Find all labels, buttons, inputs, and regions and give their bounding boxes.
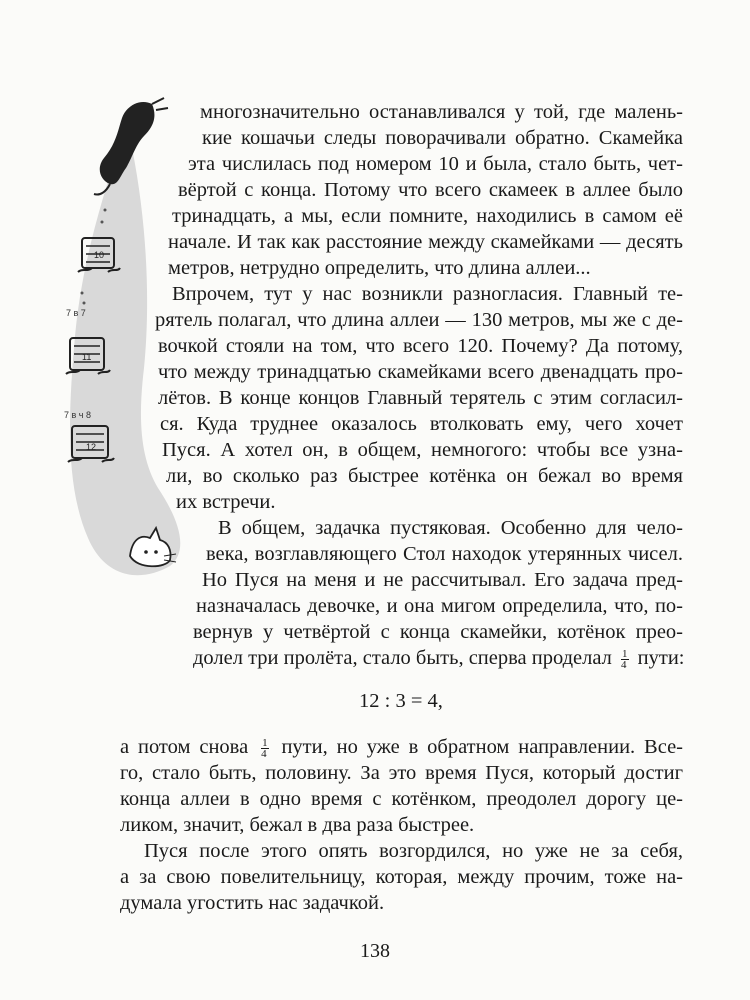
fraction-one-quarter: $\frac{1}{4}$	[261, 736, 268, 760]
text-line-with-fraction: долел три пролёта, стало быть, сперва проделал $\frac{1}{4}$ пути:	[193, 647, 685, 671]
bench-label-1: 10	[94, 250, 105, 260]
equation: 12 : 3 = 4,	[359, 690, 443, 712]
text-line: тринадцать, а мы, если помните, находились в самом её	[172, 205, 683, 227]
text-line-with-fraction: а потом снова $\frac{1}{4}$ пути, но уже в обратном направлении. Все-	[120, 736, 684, 760]
text-line: Пуся. А хотел он, в общем, немногого: чтобы все узна-	[162, 439, 683, 461]
text-line: ся. Куда труднее оказалось втолковать ему, чего хочет	[160, 413, 683, 435]
text-line: рятель полагал, что длина аллеи — 130 метров, мы же с де-	[155, 309, 683, 331]
text-line: что между тринадцатью скамейками всего двенадцать про-	[158, 361, 683, 383]
side-note-1: 7 в 7	[66, 308, 86, 318]
text-line: кие кошачьи следы поворачивали обратно. Скамейка	[202, 127, 683, 149]
text-line: а за свою повелительницу, которая, между прочим, тоже на-	[120, 866, 683, 888]
text-line: конца аллеи в одно время с котёнком, преодолел дорогу це-	[120, 788, 683, 810]
bench-label-3: 12	[86, 442, 97, 452]
page-number: 138	[360, 940, 390, 962]
text-line: го, стало быть, половину. За это время Пуся, который достиг	[120, 762, 683, 784]
text-line: века, возглавляющего Стол находок утерянных чисел.	[206, 543, 683, 565]
side-note-2: 7 в ч 8	[64, 410, 91, 420]
text-line: эта числилась под номером 10 и была, стало быть, чет-	[188, 153, 683, 175]
text-line: вернув у четвёртой с конца скамейки, котёнок прео-	[193, 621, 683, 643]
text-line: метров, нетрудно определить, что длина аллеи...	[168, 257, 591, 279]
text-line: Но Пуся на меня и не рассчитывал. Его задача пред-	[202, 569, 683, 591]
text-line: Впрочем, тут у нас возникли разногласия. Главный те-	[172, 283, 683, 305]
text-line: ли, во сколько раз быстрее котёнка он бежал во время	[166, 465, 683, 487]
fraction-one-quarter: $\frac{1}{4}$	[621, 647, 628, 671]
text-line: начале. И так как расстояние между скамейками — десять	[168, 231, 683, 253]
bench-label-2: 11	[82, 352, 92, 362]
text-line: думала угостить нас задачкой.	[120, 892, 385, 914]
text-line: назначалась девочке, и она мигом определила, что, по-	[196, 595, 683, 617]
text-line: В общем, задачка пустяковая. Особенно для чело-	[218, 517, 683, 539]
text-line: Пуся после этого опять возгордился, но уже не за себя,	[144, 840, 683, 862]
text-line: лётов. В конце концов Главный терятель с этим согласил-	[158, 387, 683, 409]
text-line: их встречи.	[176, 491, 276, 513]
text-line: ликом, значит, бежал в два раза быстрее.	[120, 814, 475, 836]
text-line: вёртой с конца. Потому что всего скамеек в аллее было	[178, 179, 683, 201]
text-line: вочкой стояли на том, что всего 120. Почему? Да потому,	[158, 335, 683, 357]
text-line: многозначительно останавливался у той, где малень-	[200, 101, 683, 123]
